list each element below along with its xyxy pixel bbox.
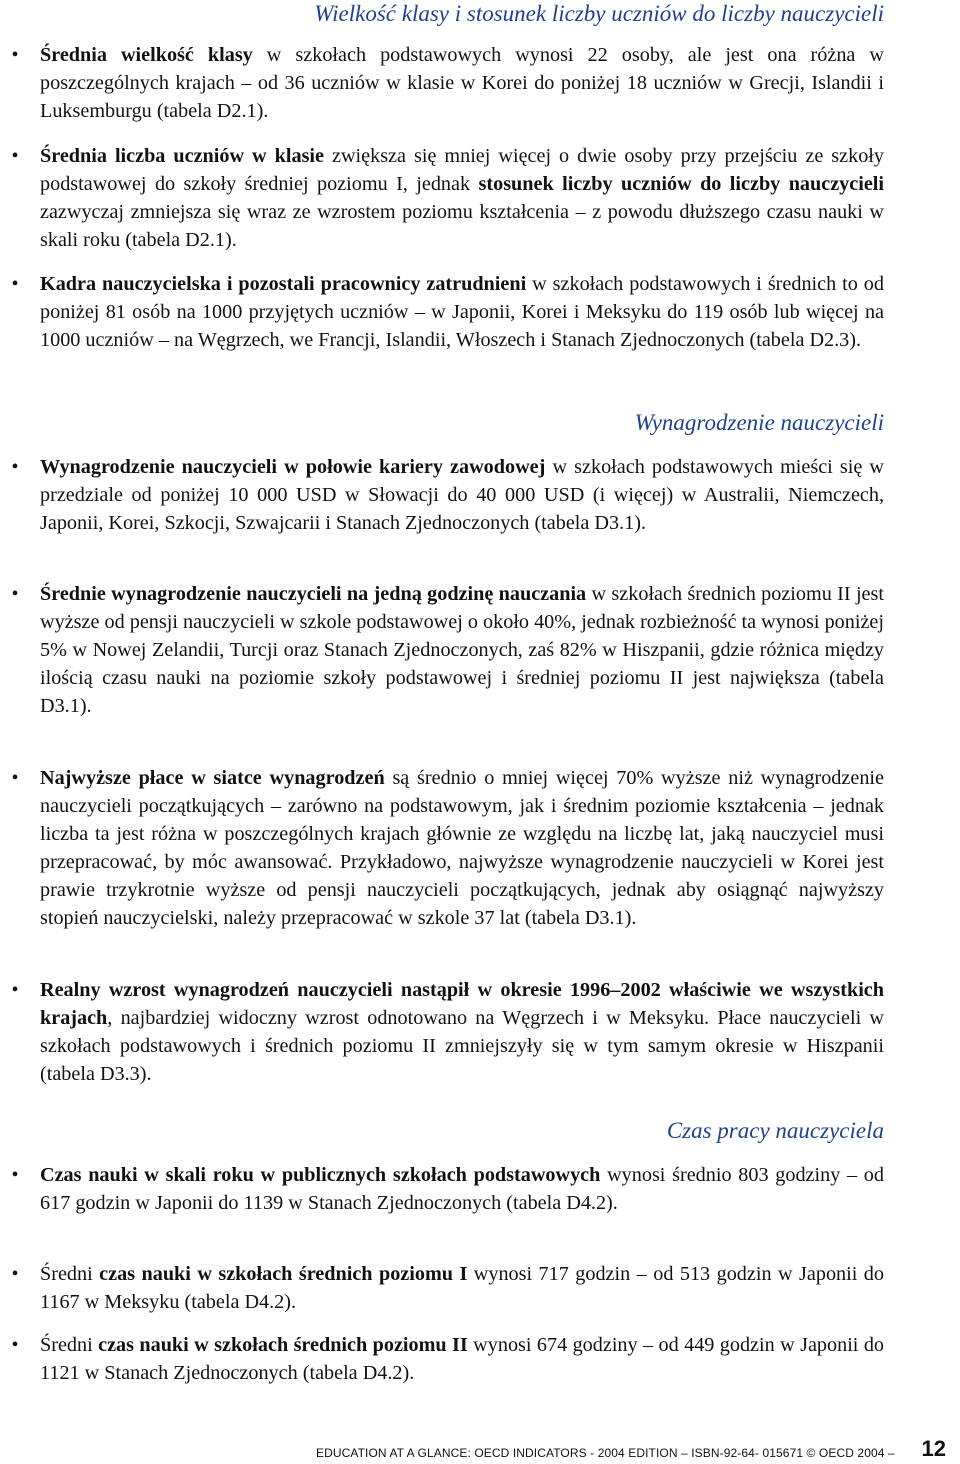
section-heading-working-time: Czas pracy nauczyciela	[666, 1118, 884, 1143]
bullet-icon	[8, 1161, 22, 1189]
item-bold: Realny wzrost wynagrodzeń nauczycieli nastąpił w okresie 1996–2002 właściwie we wszystkich krajach	[40, 979, 884, 1029]
item-text: są średnio o mniej więcej 70% wyższe niż wynagrodzenie nauczycieli początkujących – zarówno na podstawowym, jak i średnim poziomie kształcenia – jednak liczba ta jest różna w poszczególnych krajach głównie ze względu na liczbę lat, jaką nauczyciel musi przepracować, by móc awansować. Przykładowo, najwyższe wynagrodzenie nauczycieli w Korei jest prawie trzykrotnie wyższe od pensji nauczycieli początkujących, jednak aby osiągnąć najwyższy stopień nauczycielski, należy przepracować w szkole 37 lat (tabela D3.1).	[40, 767, 884, 929]
item-bold: czas nauki w szkołach średnich poziomu II	[98, 1334, 468, 1356]
item-text: Średni	[40, 1263, 100, 1285]
item-bold: Wynagrodzenie nauczycieli w połowie kariery zawodowej	[40, 456, 546, 478]
bullet-icon	[8, 453, 22, 481]
item-bold: czas nauki w szkołach średnich poziomu I	[99, 1263, 468, 1285]
list-item	[40, 976, 884, 1088]
page-number: 12	[921, 1436, 946, 1461]
item-text: w szkołach podstawowych wynosi 22 osoby, ale jest ona różna w poszczególnych krajach – od 36 uczniów w klasie w Korei do poniżej 18 uczniów w Grecji, Islandii i Luksemburgu (tabela D2.1).	[40, 44, 884, 122]
bullet-icon	[8, 270, 22, 298]
item-text: wynosi 717 godzin – od 513 godzin w Japonii do 1167 w Meksyku (tabela D4.2).	[40, 1263, 884, 1313]
item-bold: Czas nauki w skali roku w publicznych szkołach podstawowych	[40, 1164, 601, 1186]
bullet-icon	[8, 142, 22, 170]
item-text: w szkołach podstawowych mieści się w przedziale od poniżej 10 000 USD w Słowacji do 40 000 USD (i więcej) w Australii, Niemczech, Japonii, Korei, Szkocji, Szwajcarii i Stanach Zjednoczonych (tabela D3.1).	[40, 456, 884, 534]
list-item	[40, 1161, 884, 1217]
item-text: zwiększa się mniej więcej o dwie osoby przy przejściu ze szkoły podstawowej do szkoły średniej poziomu I, jednak	[40, 145, 884, 195]
page-footer	[316, 1438, 946, 1462]
item-bold: Średnia wielkość klasy	[40, 44, 253, 66]
item-text: , najbardziej widoczny wzrost odnotowano na Węgrzech i w Meksyku. Płace nauczycieli w szkołach podstawowych i średnich poziomu II zmniejszyły się w tym samym okresie w Hiszpanii (tabela D3.3).	[40, 1007, 884, 1085]
item-text: w szkołach podstawowych i średnich to od poniżej 81 osób na 1000 przyjętych uczniów – w Japonii, Korei i Meksyku do 119 osób lub więcej na 1000 uczniów – na Węgrzech, we Francji, Islandii, Włoszech i Stanach Zjednoczonych (tabela D2.3).	[40, 273, 884, 351]
bullet-icon	[8, 1331, 22, 1359]
footer-text: EDUCATION AT A GLANCE: OECD INDICATORS - 2004 EDITION – ISBN-92-64- 015671 © OECD 2004 –	[316, 1446, 895, 1460]
bullet-icon	[8, 41, 22, 69]
list-item	[40, 764, 884, 932]
item-bold: stosunek liczby uczniów do liczby nauczycieli	[478, 173, 884, 195]
list-item	[40, 142, 884, 254]
list-item	[40, 453, 884, 537]
list-item	[40, 270, 884, 354]
list-item	[40, 1331, 884, 1387]
bullet-icon	[8, 976, 22, 1004]
bullet-icon	[8, 1260, 22, 1288]
item-bold: Kadra nauczycielska i pozostali pracownicy zatrudnieni	[40, 273, 527, 295]
list-item	[40, 580, 884, 720]
item-bold: Średnia liczba uczniów w klasie	[40, 145, 324, 167]
item-text: Średni	[40, 1334, 99, 1356]
item-text: zazwyczaj zmniejsza się wraz ze wzrostem poziomu kształcenia – z powodu dłuższego czasu nauki w skali roku (tabela D2.1).	[40, 201, 884, 251]
section-heading-salaries: Wynagrodzenie nauczycieli	[634, 410, 884, 435]
item-text: wynosi 674 godziny – od 449 godzin w Japonii do 1121 w Stanach Zjednoczonych (tabela D4.2).	[40, 1334, 885, 1384]
section-heading-class-size: Wielkość klasy i stosunek liczby uczniów do liczby nauczycieli	[314, 1, 884, 26]
list-item	[40, 1260, 884, 1316]
list-item	[40, 41, 884, 125]
bullet-icon	[8, 764, 22, 792]
item-text: wynosi średnio 803 godziny – od 617 godzin w Japonii do 1139 w Stanach Zjednoczonych (tabela D4.2).	[40, 1164, 884, 1214]
item-bold: Najwyższe płace w siatce wynagrodzeń	[40, 767, 385, 789]
item-bold: Średnie wynagrodzenie nauczycieli na jedną godzinę nauczania	[40, 583, 587, 605]
item-text: w szkołach średnich poziomu II jest wyższe od pensji nauczycieli w szkole podstawowej o około 40%, jednak rozbieżność ta wynosi poniżej 5% w Nowej Zelandii, Turcji oraz Stanach Zjednoczonych, zaś 82% w Hiszpanii, gdzie różnica między ilością czasu nauki na poziomie szkoły podstawowej i średniej poziomu II jest największa (tabela D3.1).	[40, 583, 884, 717]
bullet-icon	[8, 580, 22, 608]
